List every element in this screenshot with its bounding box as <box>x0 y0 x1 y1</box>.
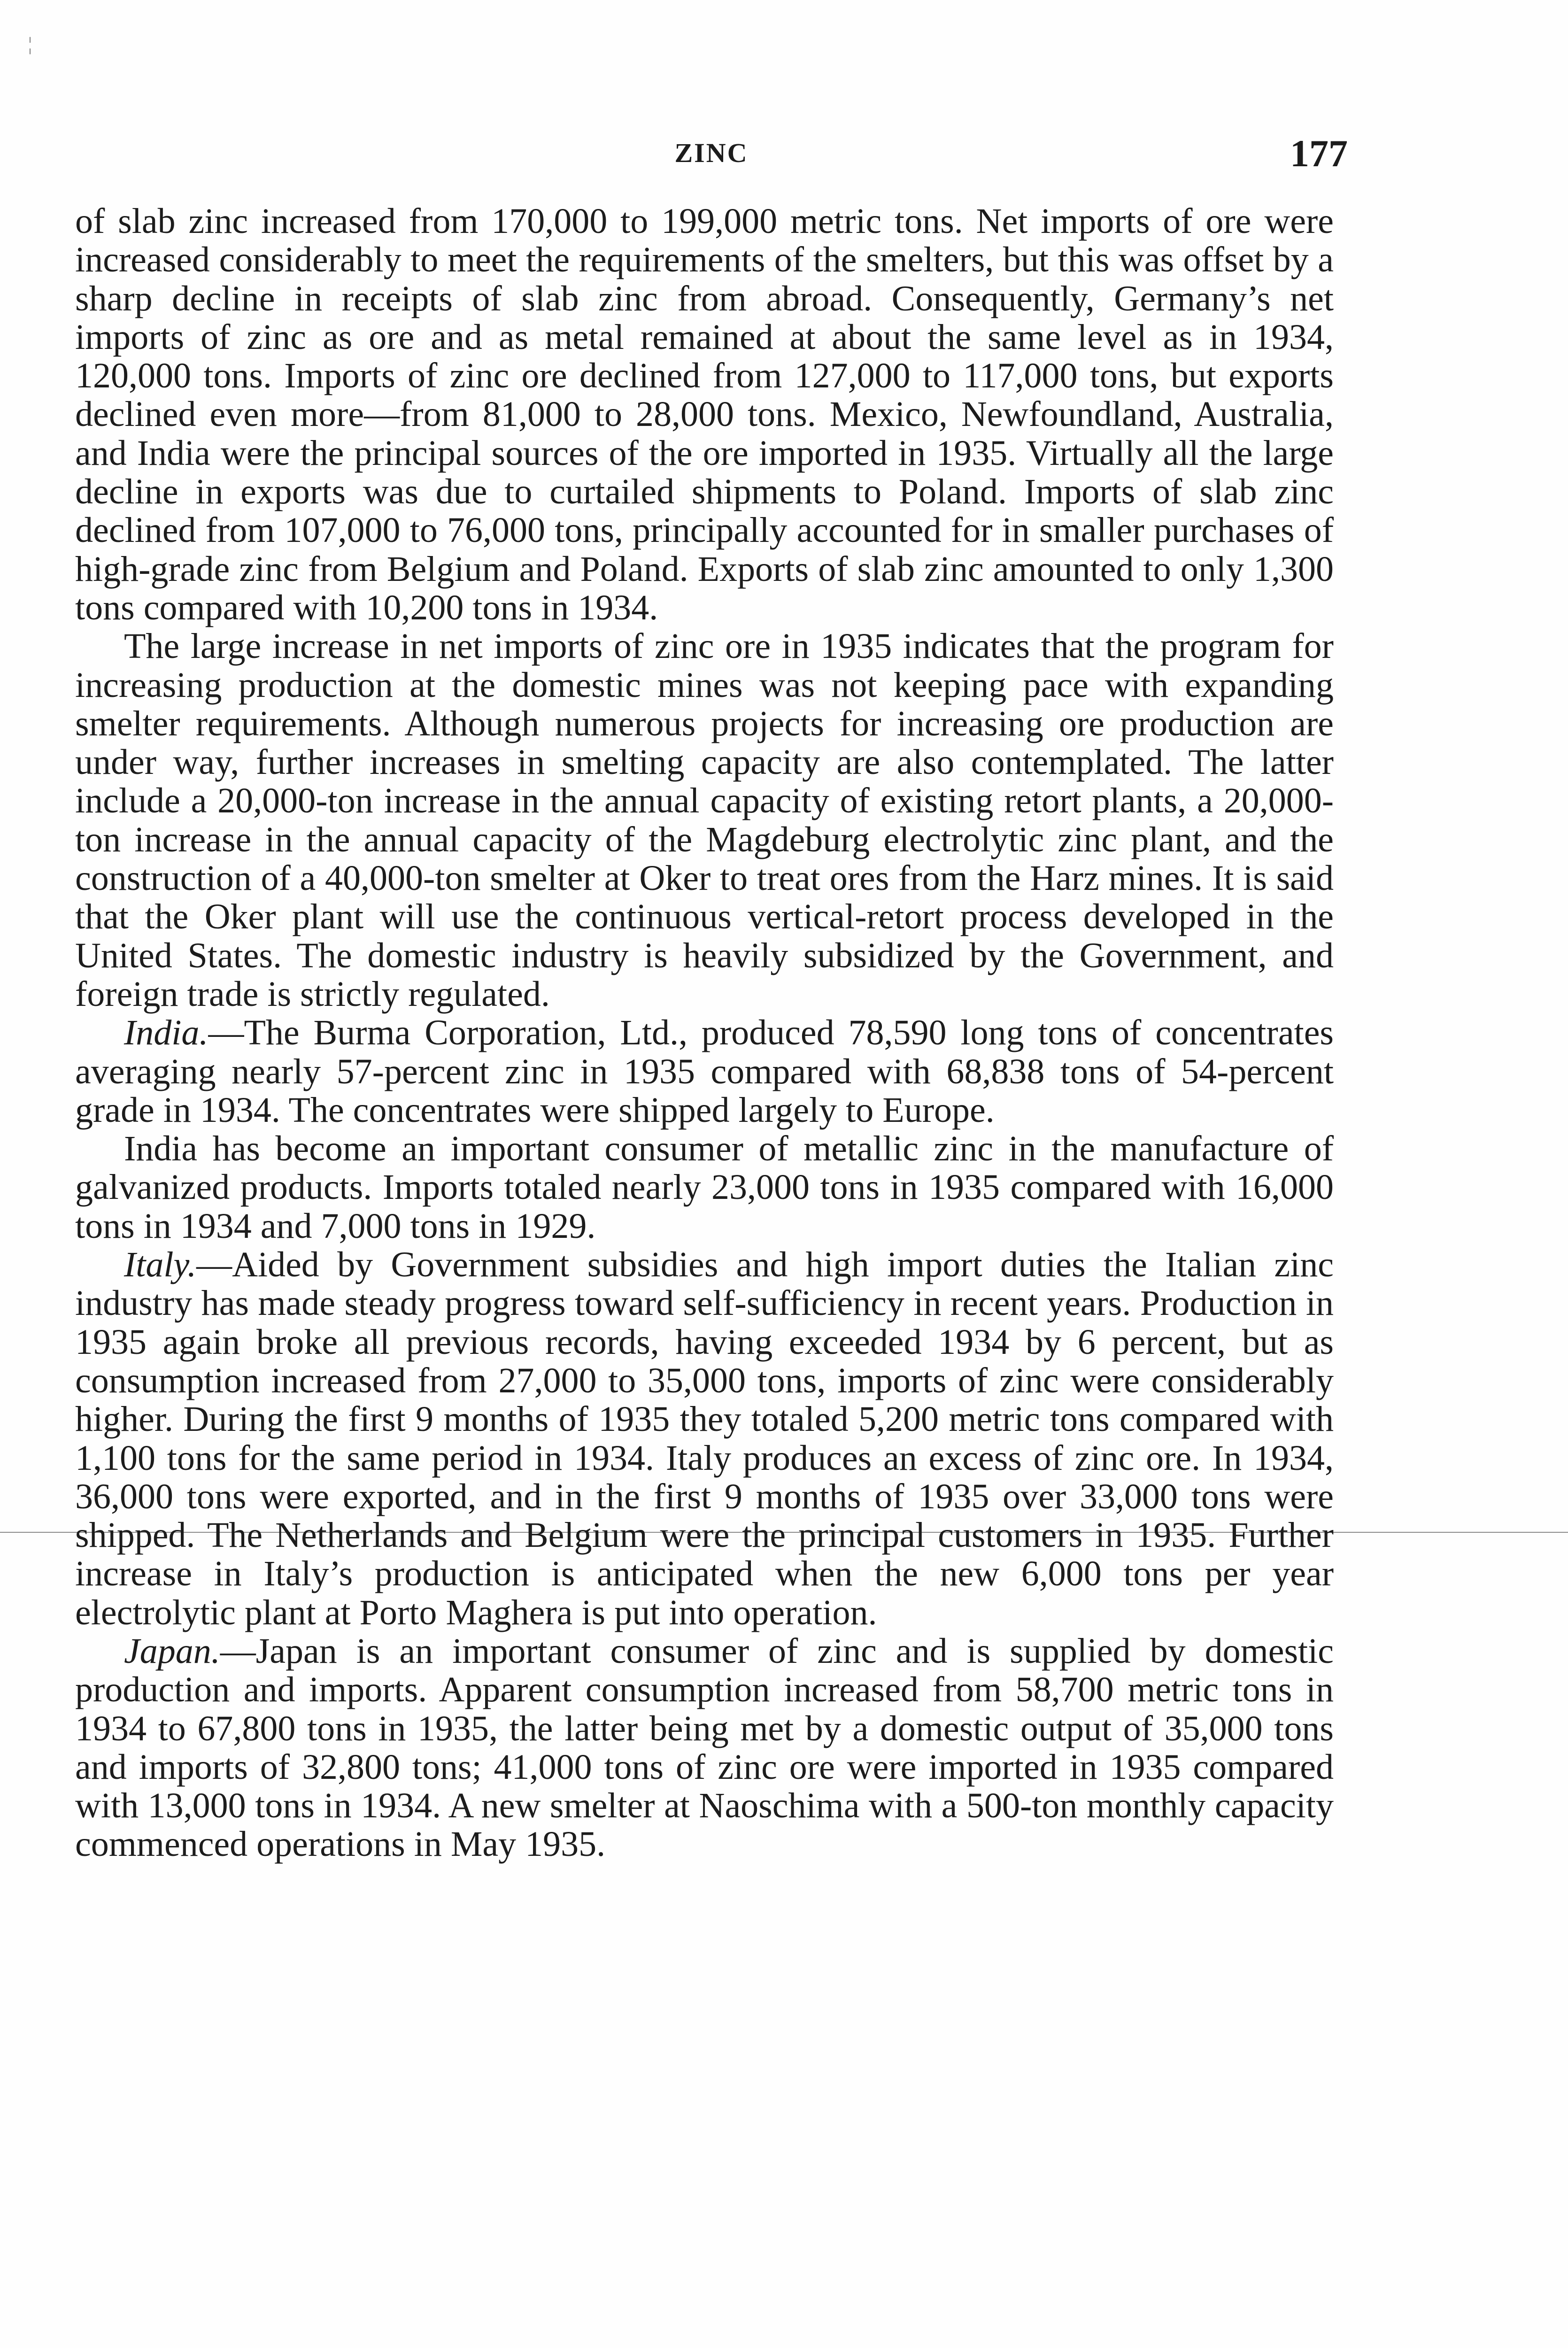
paragraph-text: —Japan is an important consumer of zinc and is supplied by domestic production and imports. Apparent consumption increased from 58,700 metric tons in 1934 to 67,800 tons in 1935, the latter being met by a domestic output of 35,000 tons and imports of 32,800 tons; 41,000 tons of zinc ore were imported in 1935 compared with 13,000 tons in 1934. A new smelter at Naoschima with a 500-ton monthly capacity commenced operations in May 1935. <box>75 1631 1334 1864</box>
margin-speck: ¦ <box>28 33 32 54</box>
paragraph-text: —The Burma Corporation, Ltd., produced 78,590 long tons of concentrates averaging nearly 57-percent zinc in 1935 compared with 68,838 tons of 54-percent grade in 1934. The concentrates were shipped largely to Europe. <box>75 1013 1334 1130</box>
paragraph-japan <box>75 1632 1334 1864</box>
page-number: 177 <box>1290 132 1348 175</box>
paragraph-india <box>75 1013 1334 1129</box>
paragraph-text: India has become an important consumer of metallic zinc in the manufacture of galvanized products. Imports totaled nearly 23,000 tons in 1935 compared with 16,000 tons in 1934 and 7,000 tons in 1929. <box>75 1129 1334 1246</box>
paragraph-text: of slab zinc increased from 170,000 to 199,000 metric tons. Net imports of ore were increased considerably to meet the requirements of the smelters, but this was offset by a sharp decline in receipts of slab zinc from abroad. Consequently, Germany’s net imports of zinc as ore and as metal remained at about the same level as in 1934, 120,000 tons. Imports of zinc ore declined from 127,000 to 117,000 tons, but exports declined even more—from 81,000 to 28,000 tons. Mexico, Newfoundland, Australia, and India were the principal sources of the ore imported in 1935. Virtually all the large decline in exports was due to curtailed shipments to Poland. Imports of slab zinc declined from 107,000 to 76,000 tons, principally accounted for in smaller purchases of high-grade zinc from Belgium and Poland. Exports of slab zinc amounted to only 1,300 tons compared with 10,200 tons in 1934. <box>75 201 1334 627</box>
section-lead-india: India. <box>124 1013 209 1053</box>
paragraph-text: The large increase in net imports of zinc ore in 1935 indicates that the program for increasing production at the domestic mines was not keeping pace with expanding smelter requirements. Although numerous projects for increasing ore production are under way, further increases in smelting capacity are also contemplated. The latter include a 20,000-ton increase in the annual capacity of existing retort plants, a 20,000-ton increase in the annual capacity of the Magdeburg electrolytic zinc plant, and the construction of a 40,000-ton smelter at Oker to treat ores from the Harz mines. It is said that the Oker plant will use the continuous vertical-retort process developed in the United States. The domestic industry is heavily subsidized by the Government, and foreign trade is strictly regulated. <box>75 626 1334 1014</box>
running-title: ZINC <box>674 138 749 168</box>
paragraph-india-consumption <box>75 1129 1334 1245</box>
paragraph-germany-trade <box>75 202 1334 627</box>
paragraph-text: —Aided by Government subsidies and high import duties the Italian zinc industry has made steady progress toward self-sufficiency in recent years. Production in 1935 again broke all previous records, having exceeded 1934 by 6 percent, but as consumption increased from 27,000 to 35,000 tons, imports of zinc were considerably higher. During the first 9 months of 1935 they totaled 5,200 metric tons compared with 1,100 tons for the same period in 1934. Italy produces an excess of zinc ore. In 1934, 36,000 tons were exported, and in the first 9 months of 1935 over 33,000 tons were shipped. The Netherlands and Belgium were the principal customers in 1935. Further increase in Italy’s production is anticipated when the new 6,000 tons per year electrolytic plant at Porto Maghera is put into operation. <box>75 1245 1334 1632</box>
paragraph-germany-outlook <box>75 627 1334 1013</box>
body-text <box>75 202 1334 1864</box>
section-lead-italy: Italy. <box>124 1245 197 1285</box>
section-lead-japan: Japan. <box>124 1631 220 1671</box>
running-header <box>75 131 1348 188</box>
paragraph-italy <box>75 1245 1334 1632</box>
